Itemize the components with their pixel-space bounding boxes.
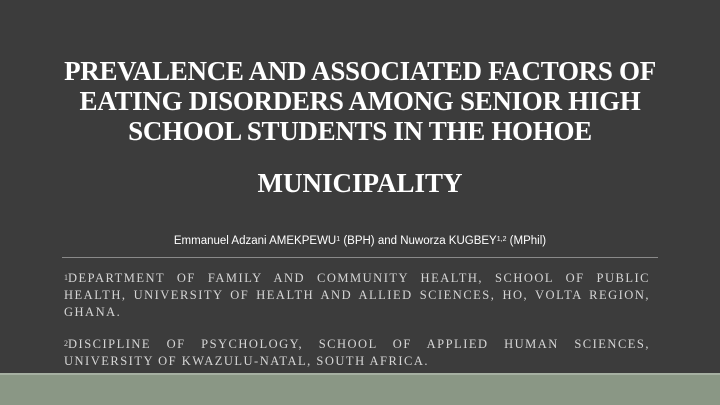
author-1-affiliation-marker: 1 bbox=[336, 236, 341, 243]
bottom-accent-bar bbox=[0, 375, 720, 405]
divider-line bbox=[62, 257, 658, 258]
affiliation-1 bbox=[64, 270, 650, 321]
affiliation-1-text: DEPARTMENT OF FAMILY AND COMMUNITY HEALTH, SCHOOL OF PUBLIC HEALTH, UNIVERSITY OF HEALTH AND ALLIED SCIENCES, HO, VOLTA REGION, GHANA. bbox=[64, 271, 650, 319]
affiliation-2 bbox=[64, 336, 650, 370]
slide-title: PREVALENCE AND ASSOCIATED FACTORS OF EATING DISORDERS AMONG SENIOR HIGH SCHOOL STUDENTS IN THE HOHOE bbox=[64, 56, 656, 146]
author-2-affiliation-marker: 1,2 bbox=[496, 236, 507, 243]
author-2-degree: (MPhil) bbox=[506, 235, 547, 247]
author-1-name: Emmanuel Adzani AMEKPEWU bbox=[173, 235, 337, 247]
affiliation-2-marker: 2 bbox=[64, 339, 68, 348]
author-line bbox=[40, 234, 680, 248]
affiliation-2-text: DISCIPLINE OF PSYCHOLOGY, SCHOOL OF APPLIED HUMAN SCIENCES, UNIVERSITY OF KWAZULU-NATAL, SOUTH AFRICA. bbox=[64, 337, 650, 368]
affiliation-1-marker: 1 bbox=[64, 273, 68, 282]
author-1-degree-and-author-2-name: (BPH) and Nuworza KUGBEY bbox=[340, 235, 497, 247]
slide-title-last-line: MUNICIPALITY bbox=[257, 168, 463, 198]
